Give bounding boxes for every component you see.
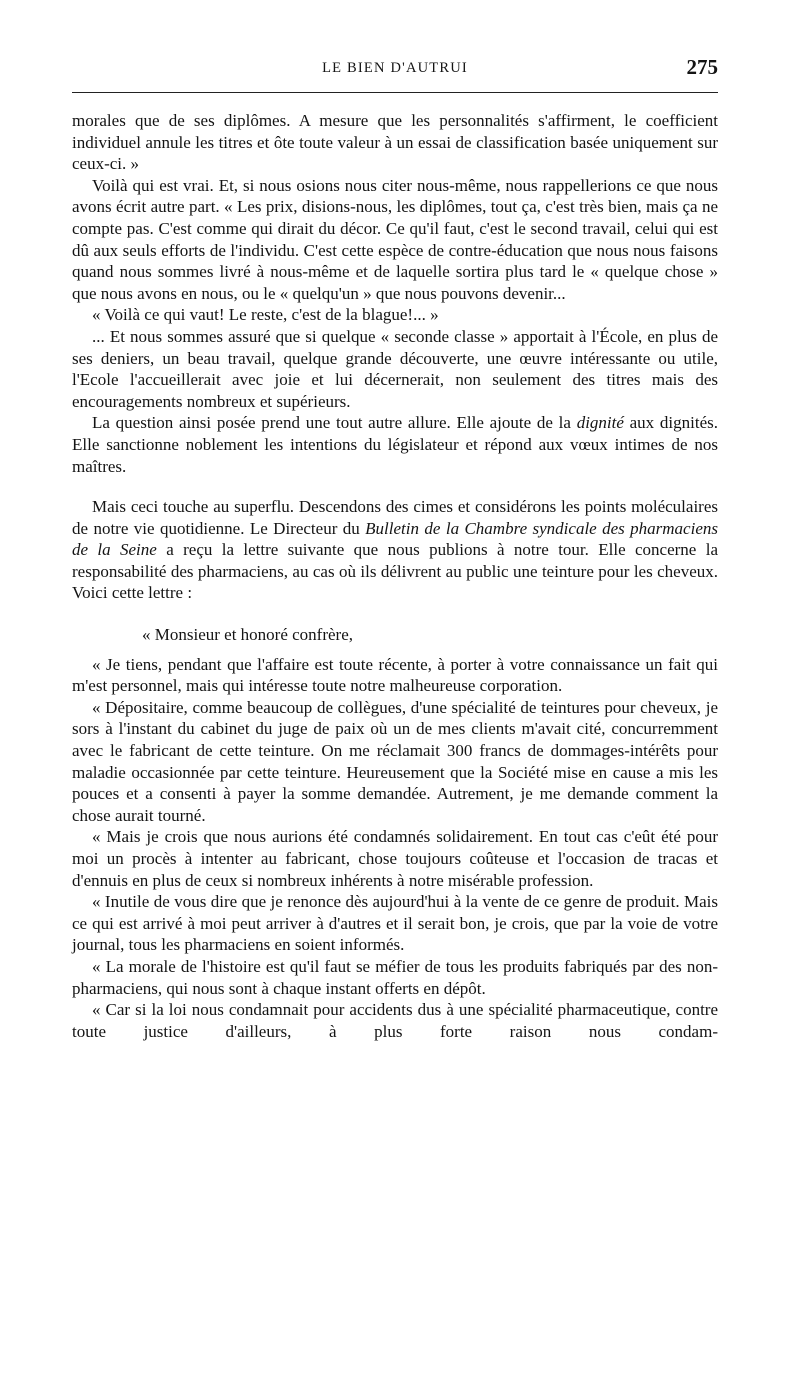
paragraph-text: Mais ceci touche au superflu. Descendons des cimes et considérons les points moléculaires de notre vie quotidienne. Le Directeur du — [72, 497, 718, 538]
paragraph-text: a reçu la lettre suivante que nous publions à notre tour. Elle concerne la responsabilité des pharmaciens, au cas où ils délivrent au public une teinture pour les cheveux. Voici cette lettre : — [72, 540, 718, 603]
paragraph: morales que de ses diplômes. A mesure que les personnalités s'affirment, le coefficient individuel annule les titres et ôte toute valeur à un essai de classification basée uniquement sur ceux-ci. » — [72, 111, 718, 174]
paragraph — [72, 412, 718, 477]
publication-title: Bulletin de la Chambre syndicale des pharmaciens de la Seine — [72, 518, 718, 560]
paragraph-text: aux dignités. Elle sanctionne noblement les intentions du législateur et répond aux vœux intimes de nos maîtres. — [72, 413, 718, 476]
letter-paragraph: « Dépositaire, comme beaucoup de collègues, d'une spécialité de teintures pour cheveux, je sors à l'instant du cabinet du juge de paix où un de mes clients m'avait cité, concurremment avec le fabricant de cette teinture. On me réclamait 300 francs de dommages-intérêts pour maladie occasionnée par cette teinture. Heureusement que la Société mise en cause a mis les pouces et a consenti à payer la somme demandée. Autrement, je me demande comment la chose aurait tourné. — [72, 697, 718, 825]
paragraph: ... Et nous sommes assuré que si quelque « seconde classe » apportait à l'École, en plus de ses deniers, un beau travail, quelque grande découverte, une œuvre intéressante ou utile, l'Ecole l'accueillerait avec joie et lui décernerait, non seulement des titres mais des encouragements nombreux et supérieurs. — [72, 326, 718, 411]
letter-paragraph: « Car si la loi nous condamnait pour accidents dus à une spécialité pharmaceutique, contre toute justice d'ailleurs, à plus forte raison nous condam- — [72, 1000, 718, 1041]
body-text — [72, 110, 718, 1042]
paragraph — [72, 496, 718, 604]
paragraph: « Voilà ce qui vaut! Le reste, c'est de la blague!... » — [92, 305, 439, 325]
paragraph: Voilà qui est vrai. Et, si nous osions nous citer nous-même, nous rappellerions ce que nous avons écrit autre part. « Les prix, disions-nous, les diplômes, tout ça, c'est très bien, mais ça ne compte pas. C'est comme qui dirait du décor. Ce qu'il faut, c'est le second travail, celui qui est dû aux seuls efforts de l'individu. C'est cette espèce de contre-éducation que nous nous faisons quand nous sommes livré à nous-même et de laquelle sortira plus tard le « quelque chose » que nous avons en nous, ou le « quelqu'un » que nous pouvons devenir... — [72, 175, 718, 303]
letter-paragraph: « Mais je crois que nous aurions été condamnés solidairement. En tout cas c'eût été pour moi un procès à intenter au fabricant, chose toujours coûteuse et l'occasion de tracas et d'ennuis en plus de ceux si nombreux inhérents à notre misérable profession. — [72, 827, 718, 890]
running-header — [72, 52, 718, 92]
page-number: 275 — [686, 55, 718, 79]
letter-paragraph: « La morale de l'histoire est qu'il faut se méfier de tous les produits fabriqués par des non-pharmaciens, qui nous sont à chaque instant offerts en dépôt. — [72, 956, 718, 998]
italic-emphasis: dignité — [576, 413, 624, 433]
running-title: LE BIEN D'AUTRUI — [322, 60, 468, 76]
header-rule — [72, 92, 718, 93]
letter-paragraph: « Je tiens, pendant que l'affaire est toute récente, à porter à votre connaissance un fait qui m'est personnel, mais qui intéresse toute notre malheureuse corporation. — [72, 654, 718, 696]
letter-paragraph: « Inutile de vous dire que je renonce dès aujourd'hui à la vente de ce genre de produit. Mais ce qui est arrivé à moi peut arriver à d'autres et il serait bon, je crois, que par la voie de votre journal, tous les pharmaciens en soient informés. — [72, 892, 718, 955]
book-page — [72, 52, 718, 1042]
paragraph-text: La question ainsi posée prend une tout autre allure. Elle ajoute de la — [92, 413, 577, 433]
letter-salutation: « Monsieur et honoré confrère, — [142, 625, 354, 645]
